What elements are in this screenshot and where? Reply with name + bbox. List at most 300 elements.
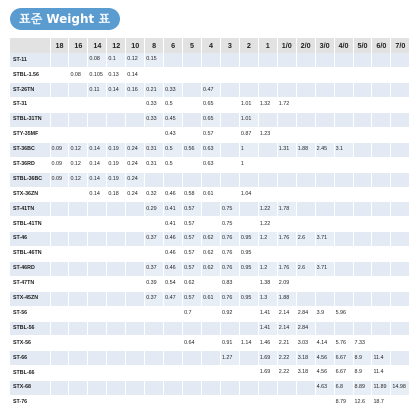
table-cell (315, 187, 334, 202)
table-cell: 0.31 (145, 157, 164, 172)
table-cell (164, 395, 183, 410)
table-row (10, 291, 410, 306)
table-cell (334, 291, 353, 306)
table-cell (69, 83, 88, 98)
table-cell (69, 217, 88, 232)
table-cell (107, 321, 126, 336)
row-label: STX-56 (10, 336, 50, 351)
table-cell (126, 113, 145, 128)
table-cell (334, 98, 353, 113)
table-cell (353, 247, 372, 262)
table-cell: 8.9 (353, 351, 372, 366)
table-cell (183, 53, 202, 68)
row-label: STBL-41TN (10, 217, 50, 232)
table-cell (126, 291, 145, 306)
table-cell: 3.18 (296, 351, 315, 366)
table-cell (69, 247, 88, 262)
table-cell (334, 157, 353, 172)
table-cell (220, 395, 239, 410)
column-header: 4/0 (334, 38, 353, 53)
table-cell (107, 306, 126, 321)
table-cell (107, 336, 126, 351)
table-cell (145, 366, 164, 381)
table-cell: 1 (239, 157, 258, 172)
table-row (10, 98, 410, 113)
row-label: STBL-31TN (10, 113, 50, 128)
table-cell (334, 127, 353, 142)
table-cell: 3.18 (296, 366, 315, 381)
table-cell (126, 98, 145, 113)
table-cell: 1.14 (239, 336, 258, 351)
row-label: STBL-1.56 (10, 68, 50, 83)
table-cell (353, 306, 372, 321)
table-cell (258, 83, 277, 98)
table-cell (296, 157, 315, 172)
table-cell (334, 187, 353, 202)
table-cell (296, 83, 315, 98)
table-cell (107, 232, 126, 247)
table-cell: 2.09 (277, 276, 296, 291)
table-cell: 6.67 (334, 351, 353, 366)
table-cell (277, 113, 296, 128)
table-cell (391, 366, 410, 381)
table-cell (69, 98, 88, 113)
table-cell: 1.01 (239, 98, 258, 113)
table-cell: 0.15 (145, 53, 164, 68)
table-cell: 1.69 (258, 351, 277, 366)
table-cell (353, 291, 372, 306)
table-cell (277, 127, 296, 142)
column-header: 12 (107, 38, 126, 53)
table-cell (107, 381, 126, 396)
table-cell (258, 187, 277, 202)
table-cell: 0.5 (164, 157, 183, 172)
table-cell (50, 98, 69, 113)
table-cell (296, 276, 315, 291)
table-cell (145, 321, 164, 336)
table-cell (88, 336, 107, 351)
table-cell (372, 187, 391, 202)
table-cell (258, 113, 277, 128)
table-cell (391, 157, 410, 172)
table-cell (277, 68, 296, 83)
table-cell (391, 395, 410, 410)
table-cell (353, 53, 372, 68)
table-cell: 1.38 (258, 276, 277, 291)
table-cell (107, 276, 126, 291)
row-label: ST-36BC (10, 142, 50, 157)
table-cell: 3.9 (315, 306, 334, 321)
table-cell (220, 381, 239, 396)
table-cell (88, 98, 107, 113)
table-cell (315, 217, 334, 232)
table-cell: 1.41 (258, 306, 277, 321)
table-cell: 12.6 (353, 395, 372, 410)
table-cell: 0.57 (183, 247, 202, 262)
table-cell (353, 321, 372, 336)
table-cell (126, 217, 145, 232)
header-corner (10, 38, 50, 53)
table-cell (220, 127, 239, 142)
table-row (10, 127, 410, 142)
table-cell (69, 336, 88, 351)
table-cell: 1.3 (258, 291, 277, 306)
table-cell: 0.09 (50, 172, 69, 187)
table-cell (69, 276, 88, 291)
row-label: ST-56 (10, 306, 50, 321)
table-cell (126, 381, 145, 396)
table-cell (69, 351, 88, 366)
table-cell: 0.46 (164, 261, 183, 276)
table-cell (239, 276, 258, 291)
table-cell: 0.95 (239, 261, 258, 276)
table-cell (277, 157, 296, 172)
table-row (10, 351, 410, 366)
row-label: ST-76 (10, 395, 50, 410)
table-cell: 2.45 (315, 142, 334, 157)
table-cell: 0.14 (88, 172, 107, 187)
row-label: ST-46RD (10, 261, 50, 276)
table-cell (391, 187, 410, 202)
table-cell: 0.29 (145, 202, 164, 217)
table-cell (315, 127, 334, 142)
table-cell: 0.62 (183, 276, 202, 291)
table-cell: 1.22 (258, 202, 277, 217)
table-cell: 2.21 (277, 336, 296, 351)
table-row (10, 113, 410, 128)
table-cell (353, 68, 372, 83)
table-cell (391, 351, 410, 366)
table-cell: 0.47 (202, 83, 221, 98)
table-cell (296, 381, 315, 396)
column-header: 14 (88, 38, 107, 53)
table-cell (334, 172, 353, 187)
weight-table-body (10, 53, 410, 410)
table-cell (315, 157, 334, 172)
table-cell: 0.62 (202, 261, 221, 276)
table-cell: 0.14 (126, 68, 145, 83)
table-cell (164, 336, 183, 351)
table-cell: 4.56 (315, 351, 334, 366)
table-cell (202, 202, 221, 217)
table-cell (296, 53, 315, 68)
table-cell (220, 53, 239, 68)
table-cell: 0.13 (107, 68, 126, 83)
table-cell (145, 306, 164, 321)
table-cell (107, 247, 126, 262)
table-cell: 2.6 (296, 232, 315, 247)
table-cell (391, 291, 410, 306)
table-cell (258, 395, 277, 410)
table-cell (202, 306, 221, 321)
table-cell: 0.76 (220, 261, 239, 276)
table-cell (202, 366, 221, 381)
row-label: STX-68 (10, 381, 50, 396)
row-label: STBL-46TN (10, 247, 50, 262)
table-cell: 0.61 (202, 187, 221, 202)
table-cell: 1.76 (277, 232, 296, 247)
table-cell (164, 68, 183, 83)
table-cell (391, 113, 410, 128)
table-cell (164, 366, 183, 381)
table-cell: 11.89 (372, 381, 391, 396)
table-cell (296, 172, 315, 187)
table-cell (239, 83, 258, 98)
table-row (10, 276, 410, 291)
table-cell: 1.2 (258, 232, 277, 247)
table-cell (202, 68, 221, 83)
table-cell (183, 113, 202, 128)
row-label: ST-47TN (10, 276, 50, 291)
column-header: 16 (69, 38, 88, 53)
table-cell (107, 366, 126, 381)
table-cell: 0.45 (164, 113, 183, 128)
table-cell (334, 276, 353, 291)
table-cell (391, 53, 410, 68)
table-cell (88, 113, 107, 128)
table-cell (50, 113, 69, 128)
table-cell: 0.57 (183, 202, 202, 217)
table-cell (220, 113, 239, 128)
table-cell (391, 202, 410, 217)
table-cell (239, 53, 258, 68)
table-cell (164, 306, 183, 321)
table-cell (202, 321, 221, 336)
table-row (10, 306, 410, 321)
table-cell (315, 172, 334, 187)
table-cell (372, 336, 391, 351)
table-cell: 0.14 (88, 157, 107, 172)
table-cell: 0.21 (145, 83, 164, 98)
table-cell (239, 321, 258, 336)
table-cell (353, 232, 372, 247)
table-cell (183, 127, 202, 142)
table-cell (88, 232, 107, 247)
table-cell (334, 261, 353, 276)
table-cell (391, 98, 410, 113)
table-cell (126, 351, 145, 366)
table-cell: 8.9 (353, 366, 372, 381)
table-cell: 0.95 (239, 247, 258, 262)
table-cell (372, 261, 391, 276)
table-row (10, 381, 410, 396)
table-cell: 0.56 (183, 142, 202, 157)
row-label: STBL-66 (10, 366, 50, 381)
table-cell (50, 306, 69, 321)
table-cell (277, 395, 296, 410)
table-cell (202, 217, 221, 232)
table-cell (50, 68, 69, 83)
table-cell: 0.75 (220, 202, 239, 217)
table-cell (353, 127, 372, 142)
table-cell (353, 142, 372, 157)
table-cell: 0.37 (145, 261, 164, 276)
table-cell: 0.54 (164, 276, 183, 291)
table-cell (372, 142, 391, 157)
table-cell (220, 83, 239, 98)
table-cell: 1.46 (258, 336, 277, 351)
table-cell (258, 68, 277, 83)
table-cell (353, 217, 372, 232)
table-cell: 3.1 (334, 142, 353, 157)
table-cell: 0.75 (220, 217, 239, 232)
table-cell: 0.09 (50, 157, 69, 172)
table-cell: 0.105 (88, 68, 107, 83)
table-cell (50, 127, 69, 142)
table-cell (296, 113, 315, 128)
table-cell: 5.96 (334, 306, 353, 321)
table-cell (50, 53, 69, 68)
table-cell (126, 202, 145, 217)
table-cell (88, 127, 107, 142)
table-cell (50, 291, 69, 306)
table-cell: 0.19 (107, 172, 126, 187)
table-cell: 0.41 (164, 202, 183, 217)
table-cell (315, 83, 334, 98)
table-cell: 1 (239, 142, 258, 157)
table-cell (372, 127, 391, 142)
table-cell: 0.32 (145, 187, 164, 202)
table-cell (391, 217, 410, 232)
table-cell: 0.57 (183, 232, 202, 247)
column-header: 18 (50, 38, 69, 53)
table-cell (220, 68, 239, 83)
table-cell: 14.98 (391, 381, 410, 396)
table-cell: 2.6 (296, 261, 315, 276)
weight-table (10, 38, 410, 411)
header-row (10, 38, 410, 53)
table-cell: 0.19 (107, 157, 126, 172)
table-cell (391, 276, 410, 291)
table-cell (164, 381, 183, 396)
table-row (10, 157, 410, 172)
row-label: ST-41TN (10, 202, 50, 217)
table-cell (50, 381, 69, 396)
table-cell (372, 113, 391, 128)
table-cell (126, 306, 145, 321)
table-cell (145, 336, 164, 351)
table-cell (50, 261, 69, 276)
table-cell: 1.31 (277, 142, 296, 157)
table-cell (202, 336, 221, 351)
table-cell: 0.14 (88, 142, 107, 157)
table-cell (69, 291, 88, 306)
table-cell (391, 336, 410, 351)
table-cell (107, 217, 126, 232)
table-cell (107, 127, 126, 142)
table-cell: 0.12 (69, 172, 88, 187)
table-cell: 0.46 (164, 187, 183, 202)
table-cell (277, 172, 296, 187)
table-cell: 0.12 (69, 157, 88, 172)
table-cell (220, 172, 239, 187)
table-cell (334, 202, 353, 217)
table-cell (126, 247, 145, 262)
table-cell: 1.23 (258, 127, 277, 142)
column-header: 1 (258, 38, 277, 53)
table-cell: 0.08 (88, 53, 107, 68)
table-cell (372, 172, 391, 187)
table-cell (372, 68, 391, 83)
table-cell: 0.43 (164, 127, 183, 142)
weight-table-header (10, 38, 410, 53)
table-cell: 0.5 (164, 142, 183, 157)
table-cell: 0.57 (183, 261, 202, 276)
table-cell: 0.14 (107, 83, 126, 98)
table-cell (50, 336, 69, 351)
table-cell: 0.33 (145, 98, 164, 113)
row-label: ST-36RD (10, 157, 50, 172)
table-cell (126, 127, 145, 142)
table-cell (391, 172, 410, 187)
table-row (10, 395, 410, 410)
table-cell (50, 187, 69, 202)
column-header: 2 (239, 38, 258, 53)
table-cell: 0.39 (145, 276, 164, 291)
table-cell (50, 321, 69, 336)
table-cell: 1.2 (258, 261, 277, 276)
table-cell: 0.33 (145, 113, 164, 128)
table-cell: 0.08 (69, 68, 88, 83)
table-cell: 1.72 (277, 98, 296, 113)
table-cell: 18.7 (372, 395, 391, 410)
table-cell: 2.84 (296, 306, 315, 321)
table-cell (372, 247, 391, 262)
table-cell (277, 381, 296, 396)
table-cell (69, 395, 88, 410)
table-cell: 4.56 (315, 366, 334, 381)
table-cell: 0.37 (145, 232, 164, 247)
table-cell (126, 261, 145, 276)
table-cell: 8.89 (353, 381, 372, 396)
table-cell: 3.71 (315, 232, 334, 247)
table-cell: 4.14 (315, 336, 334, 351)
table-cell: 11.4 (372, 366, 391, 381)
table-cell (202, 351, 221, 366)
table-cell (126, 276, 145, 291)
table-cell: 0.16 (126, 83, 145, 98)
table-cell (88, 306, 107, 321)
table-cell (88, 366, 107, 381)
table-cell: 0.62 (202, 247, 221, 262)
table-cell: 0.24 (126, 172, 145, 187)
table-cell (50, 395, 69, 410)
table-row (10, 53, 410, 68)
table-cell (220, 187, 239, 202)
table-row (10, 83, 410, 98)
column-header: 3 (220, 38, 239, 53)
column-header: 6 (164, 38, 183, 53)
table-cell: 4.63 (315, 381, 334, 396)
table-cell: 0.65 (202, 98, 221, 113)
table-cell (126, 395, 145, 410)
table-cell: 0.92 (220, 306, 239, 321)
table-cell (88, 321, 107, 336)
table-cell (391, 127, 410, 142)
table-cell (372, 306, 391, 321)
table-cell (239, 306, 258, 321)
table-cell (372, 157, 391, 172)
table-cell (126, 232, 145, 247)
column-header: 5/0 (353, 38, 372, 53)
table-cell (69, 187, 88, 202)
table-cell (69, 261, 88, 276)
table-cell (164, 172, 183, 187)
table-cell (353, 276, 372, 291)
table-cell (315, 291, 334, 306)
table-cell (372, 217, 391, 232)
table-cell (277, 187, 296, 202)
